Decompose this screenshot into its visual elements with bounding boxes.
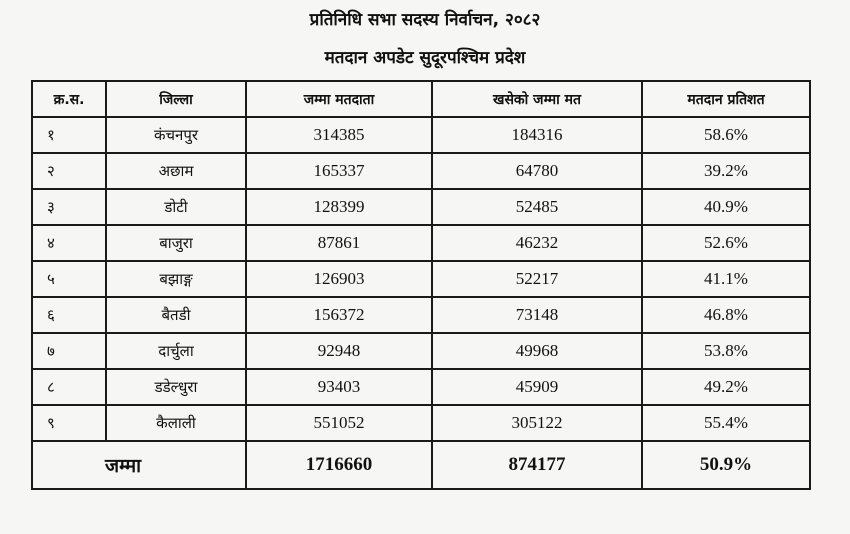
serial-cell: ७ — [32, 333, 106, 369]
total-voters-sum: 1716660 — [246, 441, 432, 489]
district-cell: डडेल्धुरा — [106, 369, 246, 405]
turnout-cell: 46.8% — [642, 297, 810, 333]
document-title: प्रतिनिधि सभा सदस्य निर्वाचन, २०८२ — [309, 10, 541, 30]
district-cell: कंचनपुर — [106, 117, 246, 153]
district-cell: डोटी — [106, 189, 246, 225]
table-row — [32, 261, 810, 297]
district-cell: बझाङ्ग — [106, 261, 246, 297]
column-header-district: जिल्ला — [106, 81, 246, 117]
turnout-cell: 39.2% — [642, 153, 810, 189]
turnout-cell: 53.8% — [642, 333, 810, 369]
votes-cast-cell: 46232 — [432, 225, 642, 261]
votes-cast-cell: 49968 — [432, 333, 642, 369]
total-label: जम्मा — [32, 441, 246, 489]
table-row — [32, 117, 810, 153]
district-cell: दार्चुला — [106, 333, 246, 369]
votes-cast-cell: 73148 — [432, 297, 642, 333]
votes-cast-cell: 184316 — [432, 117, 642, 153]
serial-cell: ९ — [32, 405, 106, 441]
votes-cast-sum: 874177 — [432, 441, 642, 489]
table-row — [32, 333, 810, 369]
serial-cell: ३ — [32, 189, 106, 225]
turnout-cell: 58.6% — [642, 117, 810, 153]
turnout-overall: 50.9% — [642, 441, 810, 489]
serial-cell: ४ — [32, 225, 106, 261]
total-voters-cell: 314385 — [246, 117, 432, 153]
table-header-row — [32, 81, 810, 117]
serial-cell: ५ — [32, 261, 106, 297]
total-voters-cell: 126903 — [246, 261, 432, 297]
total-voters-cell: 92948 — [246, 333, 432, 369]
district-cell: कैलाली — [106, 405, 246, 441]
total-voters-cell: 156372 — [246, 297, 432, 333]
voter-turnout-table — [31, 80, 811, 490]
turnout-cell: 41.1% — [642, 261, 810, 297]
table-row — [32, 369, 810, 405]
votes-cast-cell: 52485 — [432, 189, 642, 225]
serial-cell: १ — [32, 117, 106, 153]
column-header-turnout: मतदान प्रतिशत — [642, 81, 810, 117]
votes-cast-cell: 45909 — [432, 369, 642, 405]
table-row — [32, 405, 810, 441]
total-row — [32, 441, 810, 489]
votes-cast-cell: 305122 — [432, 405, 642, 441]
total-voters-cell: 165337 — [246, 153, 432, 189]
turnout-cell: 40.9% — [642, 189, 810, 225]
total-voters-cell: 93403 — [246, 369, 432, 405]
table-row — [32, 189, 810, 225]
votes-cast-cell: 64780 — [432, 153, 642, 189]
turnout-cell: 55.4% — [642, 405, 810, 441]
total-voters-cell: 128399 — [246, 189, 432, 225]
votes-cast-cell: 52217 — [432, 261, 642, 297]
document-subtitle: मतदान अपडेट सुदूरपश्चिम प्रदेश — [324, 48, 526, 68]
table-row — [32, 225, 810, 261]
district-cell: बाजुरा — [106, 225, 246, 261]
district-cell: अछाम — [106, 153, 246, 189]
column-header-votes-cast: खसेको जम्मा मत — [432, 81, 642, 117]
turnout-cell: 49.2% — [642, 369, 810, 405]
column-header-total-voters: जम्मा मतदाता — [246, 81, 432, 117]
serial-cell: ६ — [32, 297, 106, 333]
district-cell: बैतडी — [106, 297, 246, 333]
serial-cell: २ — [32, 153, 106, 189]
total-voters-cell: 87861 — [246, 225, 432, 261]
table-row — [32, 153, 810, 189]
total-voters-cell: 551052 — [246, 405, 432, 441]
turnout-cell: 52.6% — [642, 225, 810, 261]
table-row — [32, 297, 810, 333]
column-header-serial: क्र.स. — [32, 81, 106, 117]
serial-cell: ८ — [32, 369, 106, 405]
